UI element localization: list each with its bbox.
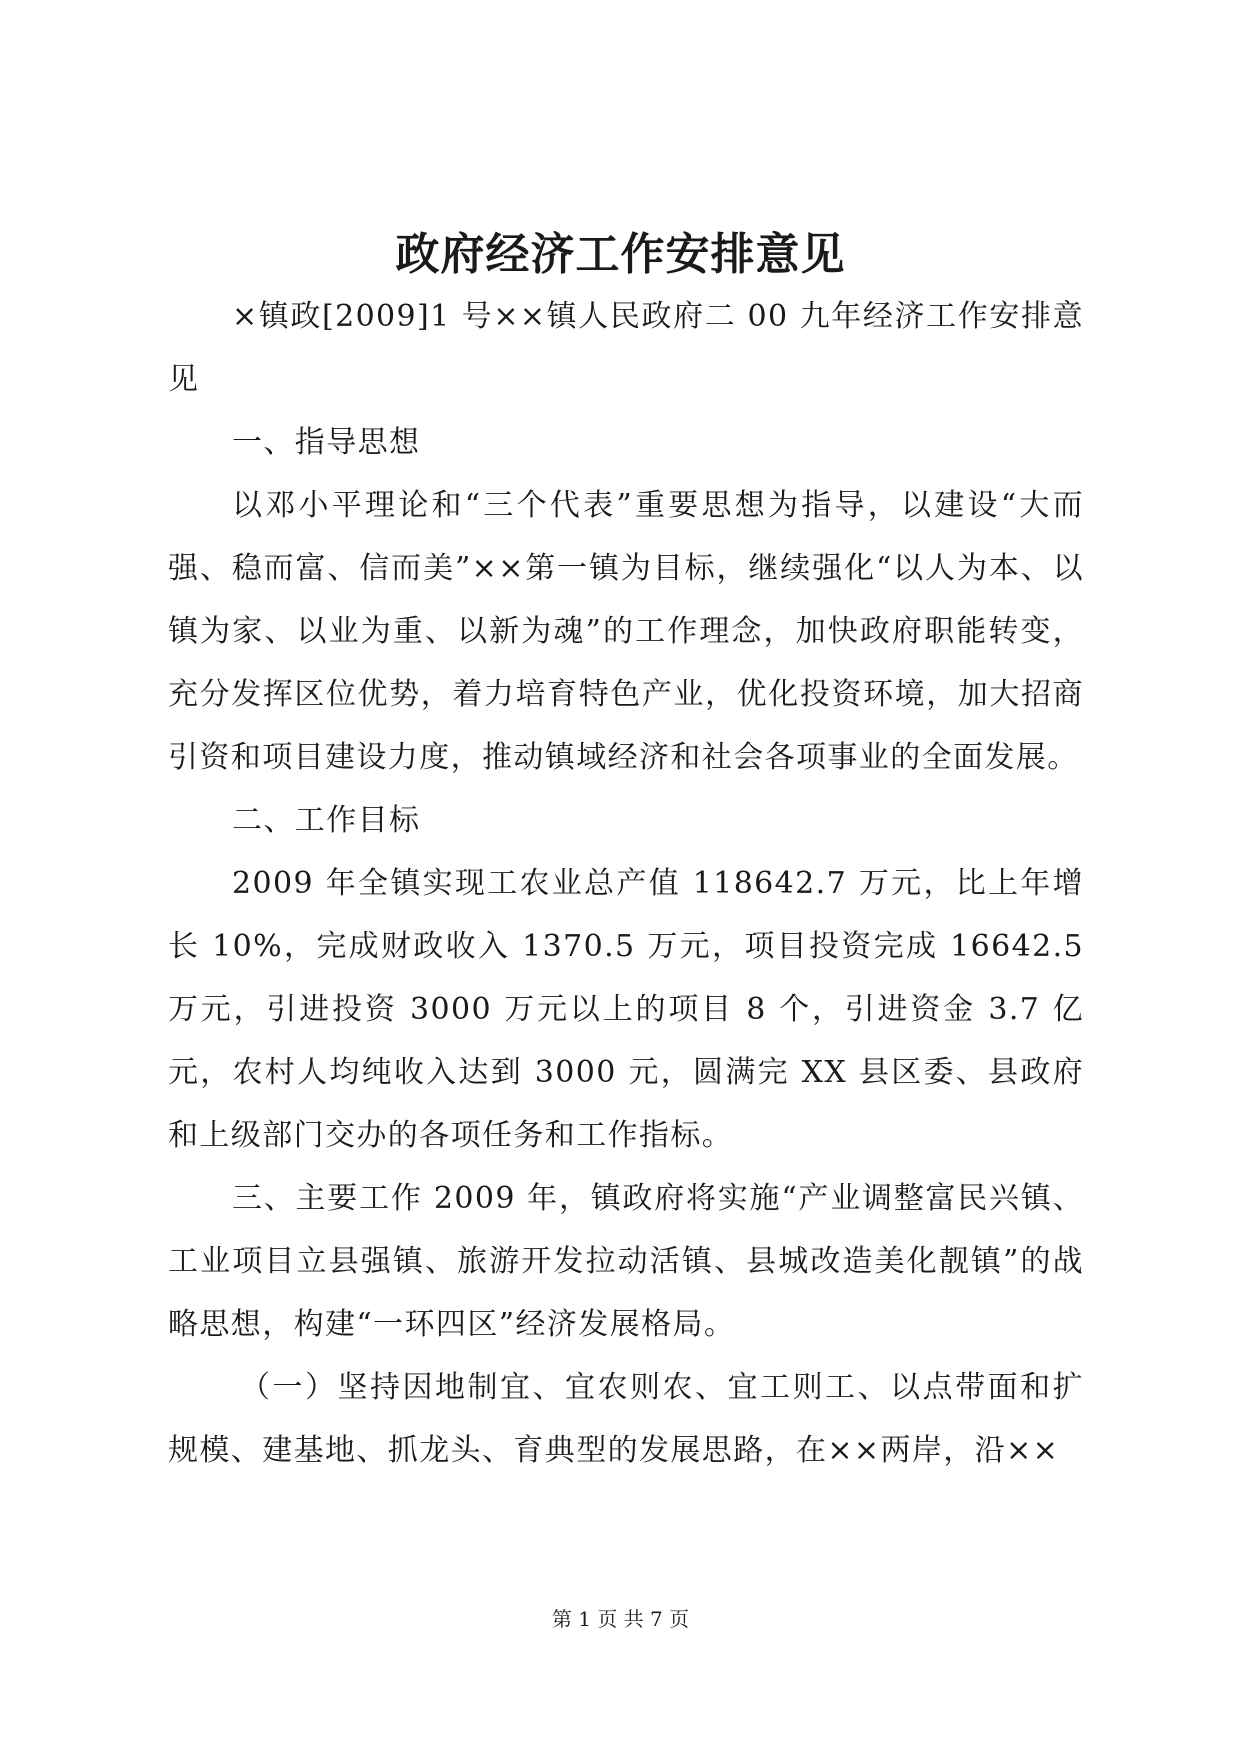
work-goals-paragraph: 2009 年全镇实现工农业总产值 118642.7 万元，比上年增长 10%，完成财政收入 1370.5 万元，项目投资完成 16642.5 万元，引进投资 3000 万元以上的项目 8 个，引进资金 3.7 亿元，农村人均纯收入达到 3000 元，圆满完 XX 县区委、县政府和上级部门交办的各项任务和工作指标。 [168, 866, 1084, 1153]
document-body [168, 285, 1084, 1482]
main-work-paragraph: 三、主要工作 2009 年，镇政府将实施“产业调整富民兴镇、工业项目立县强镇、旅游开发拉动活镇、县城改造美化靓镇”的战略思想，构建“一环四区”经济发展格局。 [168, 1181, 1084, 1342]
sub-item-paragraph-1: （一）坚持因地制宜、宜农则农、宜工则工、以点带面和扩规模、建基地、抓龙头、育典型的发展思路，在××两岸，沿×× [168, 1370, 1084, 1468]
document-title: 政府经济工作安排意见 [395, 229, 846, 280]
document-number-paragraph: ×镇政[2009]1 号××镇人民政府二 00 九年经济工作安排意见 [168, 299, 1084, 397]
guiding-ideology-paragraph: 以邓小平理论和“三个代表”重要思想为指导，以建设“大而强、稳而富、信而美”××第一镇为目标，继续强化“以人为本、以镇为家、以业为重、以新为魂”的工作理念，加快政府职能转变，充分发挥区位优势，着力培育特色产业，优化投资环境，加大招商引资和项目建设力度，推动镇域经济和社会各项事业的全面发展。 [168, 488, 1084, 775]
section-heading-work-goals: 二、工作目标 [232, 803, 421, 838]
page-number-footer: 第 1 页 共 7 页 [551, 1607, 690, 1631]
section-heading-guiding-ideology: 一、指导思想 [232, 425, 421, 460]
